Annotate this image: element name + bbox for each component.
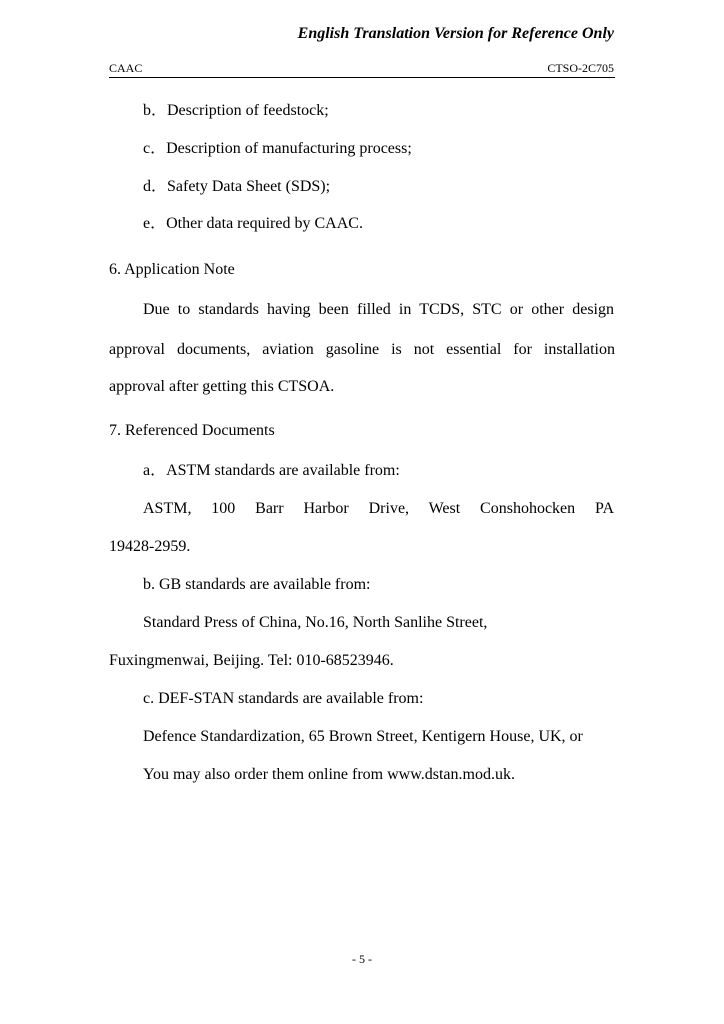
defstan-address-line-1: Defence Standardization, 65 Brown Street, Kentigern House, UK, or	[143, 728, 583, 745]
list-item-b: b．Description of feedstock;	[143, 102, 329, 119]
reference-b: b. GB standards are available from:	[143, 576, 371, 593]
list-item-e: e．Other data required by CAAC.	[143, 215, 363, 232]
section-6-paragraph-line-3: approval after getting this CTSOA.	[109, 378, 335, 395]
page-number: - 5 -	[352, 952, 372, 966]
section-6-paragraph-line-1: Due to standards having been filled in TCDS, STC or other design	[143, 301, 614, 318]
reference-c: c. DEF-STAN standards are available from:	[143, 690, 424, 707]
section-6-heading: 6. Application Note	[109, 261, 235, 278]
gb-address-line-2: Fuxingmenwai, Beijing. Tel: 010-68523946.	[109, 652, 394, 669]
header-organization: CAAC	[109, 61, 143, 75]
defstan-address-line-2: You may also order them online from www.dstan.mod.uk.	[143, 766, 515, 783]
header-document-id: CTSO-2C705	[547, 61, 614, 75]
astm-address-line-1: ASTM, 100 Barr Harbor Drive, West Conshohocken PA	[143, 500, 614, 517]
section-6-paragraph-line-2: approval documents, aviation gasoline is not essential for installation	[109, 341, 615, 358]
gb-address-line-1: Standard Press of China, No.16, North Sanlihe Street,	[143, 614, 488, 631]
reference-a: a．ASTM standards are available from:	[143, 462, 400, 479]
section-7-heading: 7. Referenced Documents	[109, 422, 275, 439]
list-item-c: c．Description of manufacturing process;	[143, 140, 412, 157]
list-item-d: d．Safety Data Sheet (SDS);	[143, 178, 331, 195]
translation-banner: English Translation Version for Reference Only	[297, 25, 614, 42]
astm-address-line-2: 19428-2959.	[109, 538, 191, 555]
header-rule	[109, 77, 615, 78]
